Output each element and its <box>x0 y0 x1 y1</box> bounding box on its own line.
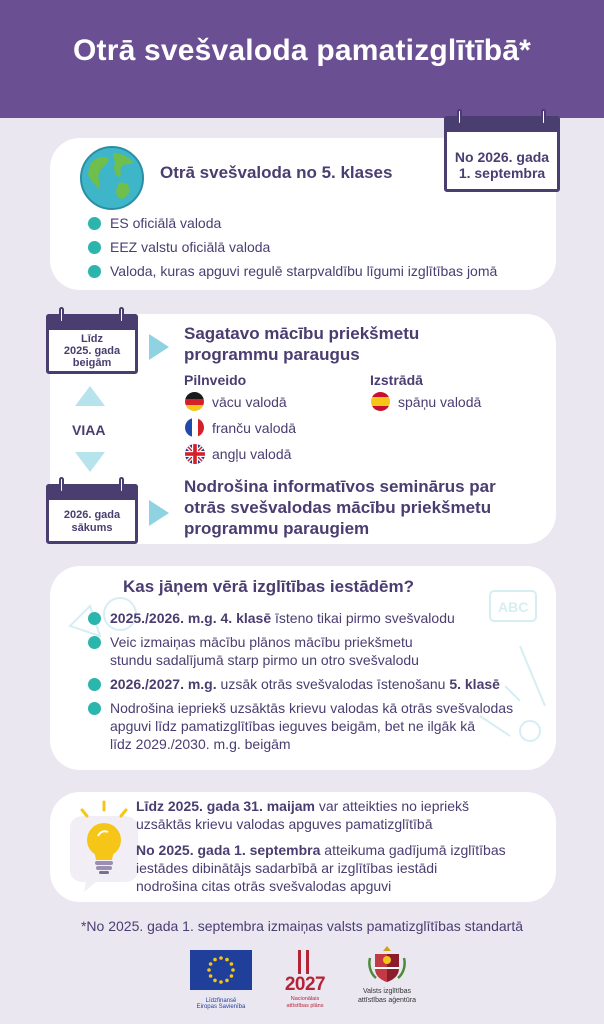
lightbulb-icon <box>60 798 144 894</box>
page-title: Otrā svešvaloda pamatizglītībā* <box>72 34 532 67</box>
bullet-curriculum-line2: stundu sadalījumā starp pirmo un otro svešvalodu <box>110 652 419 668</box>
step2-line2: otrās svešvalodas mācību priekšmetu <box>184 498 492 517</box>
bullet-dot <box>88 636 101 649</box>
france-flag-icon <box>185 418 204 437</box>
arrow-right-icon <box>149 334 169 360</box>
arrow-up-icon <box>75 386 105 406</box>
bullet-dot <box>88 702 101 715</box>
section-russian-card <box>50 792 556 902</box>
calendar-line2: 1. septembra <box>458 165 546 181</box>
page-header <box>0 0 604 118</box>
improve-column-title: Pilnveido <box>184 372 247 388</box>
bullet-eu-language: ES oficiālā valoda <box>110 215 222 231</box>
bullet-russian-line2: apguvi līdz pamatizglītības ieguves beigām, bet ne ilgāk kā <box>110 718 475 734</box>
deadline-line2: uzsāktās krievu valodas apguves pamatizglītībā <box>136 816 433 832</box>
nap-number: 2027 <box>284 974 326 995</box>
bullet-grade4-line: 2025./2026. m.g. 4. klasē īsteno tikai pirmo svešvalodu <box>110 610 455 626</box>
refusal-line2: iestādes dibinātājs sadarbībā ar izglītības iestādi <box>136 860 438 876</box>
calendar-line1: 2026. gada <box>63 509 121 521</box>
refusal-line3: nodrošina citas otrās svešvalodas apguvi <box>136 878 392 894</box>
step1-line2: programmu paraugus <box>184 345 360 364</box>
nap-line2: attīstības plāns <box>286 1003 324 1009</box>
refusal-line1: No 2025. gada 1. septembra atteikuma gadījumā izglītības <box>136 842 506 858</box>
bullet-eea-language: EEZ valstu oficiālā valoda <box>110 239 271 255</box>
step2-line3: programmu paraugiem <box>184 519 370 538</box>
language-spanish: spāņu valodā <box>398 394 482 410</box>
eu-logo-line1: Līdzfinansē <box>205 998 237 1004</box>
section1-title: Otrā svešvaloda no 5. klases <box>160 163 393 182</box>
language-french: franču valodā <box>212 420 297 436</box>
viaa-line2: attīstības aģentūra <box>358 997 416 1004</box>
develop-column-title: Izstrādā <box>370 372 423 388</box>
latvia-coat-of-arms-icon <box>367 944 407 984</box>
bullet-dot <box>88 241 101 254</box>
spain-flag-icon <box>371 392 390 411</box>
step1-line1: Sagatavo mācību priekšmetu <box>184 324 420 343</box>
uk-flag-icon <box>185 444 205 464</box>
bullet-intergovernmental-language: Valoda, kuras apguvi regulē starpvaldību līgumi izglītības jomā <box>110 263 498 279</box>
deadline-line1: Līdz 2025. gada 31. maijam var atteikties no iepriekš <box>136 798 470 814</box>
calendar-end-2025 <box>46 314 138 374</box>
germany-flag-icon <box>185 392 204 411</box>
calendar-line2: sākums <box>71 522 113 534</box>
bullet-dot <box>88 678 101 691</box>
bullet-curriculum-line1: Veic izmaiņas mācību plānos mācību priekšmetu <box>110 634 413 650</box>
viaa-logo <box>352 944 422 1014</box>
calendar-line1: Līdz <box>81 333 103 345</box>
bullet-russian-line3: līdz 2029./2030. m.g. beigām <box>110 736 291 752</box>
eu-logo <box>190 950 252 1010</box>
nap-line1: Nacionālais <box>290 996 320 1002</box>
bullet-russian-line1: Nodrošina iepriekš uzsāktās krievu valodas kā otrās svešvalodas <box>110 700 514 716</box>
bullet-dot <box>88 265 101 278</box>
viaa-line1: Valsts izglītības <box>362 988 412 995</box>
arrow-right-icon <box>149 500 169 526</box>
calendar-line2: 2025. gada <box>63 345 121 357</box>
bullet-dot <box>88 217 101 230</box>
calendar-line1: No 2026. gada <box>454 149 550 165</box>
bullet-dot <box>88 612 101 625</box>
agency-label: VIAA <box>72 422 106 438</box>
national-development-plan-logo <box>280 946 330 1012</box>
section3-title: Kas jāņem vērā izglītības iestādēm? <box>123 577 415 596</box>
section-schools-card <box>50 566 556 770</box>
footnote: *No 2025. gada 1. septembra izmaiņas valsts pamatizglītības standartā <box>80 918 524 934</box>
calendar-line3: beigām <box>72 357 112 369</box>
calendar-start-2026 <box>46 484 138 544</box>
bullet-grade5-line: 2026./2027. m.g. uzsāk otrās svešvalodas īstenošanu 5. klasē <box>110 676 500 692</box>
arrow-down-icon <box>75 452 105 472</box>
language-english: angļu valodā <box>212 446 292 462</box>
step2-line1: Nodrošina informatīvos seminārus par <box>184 477 496 496</box>
eu-logo-line2: Eiropas Savienība <box>196 1004 246 1010</box>
language-german: vācu valodā <box>212 394 287 410</box>
calendar-start-date <box>444 116 560 192</box>
svg-text:ABC: ABC <box>498 599 529 615</box>
eu-flag-icon <box>190 950 252 990</box>
globe-icon <box>79 145 145 211</box>
